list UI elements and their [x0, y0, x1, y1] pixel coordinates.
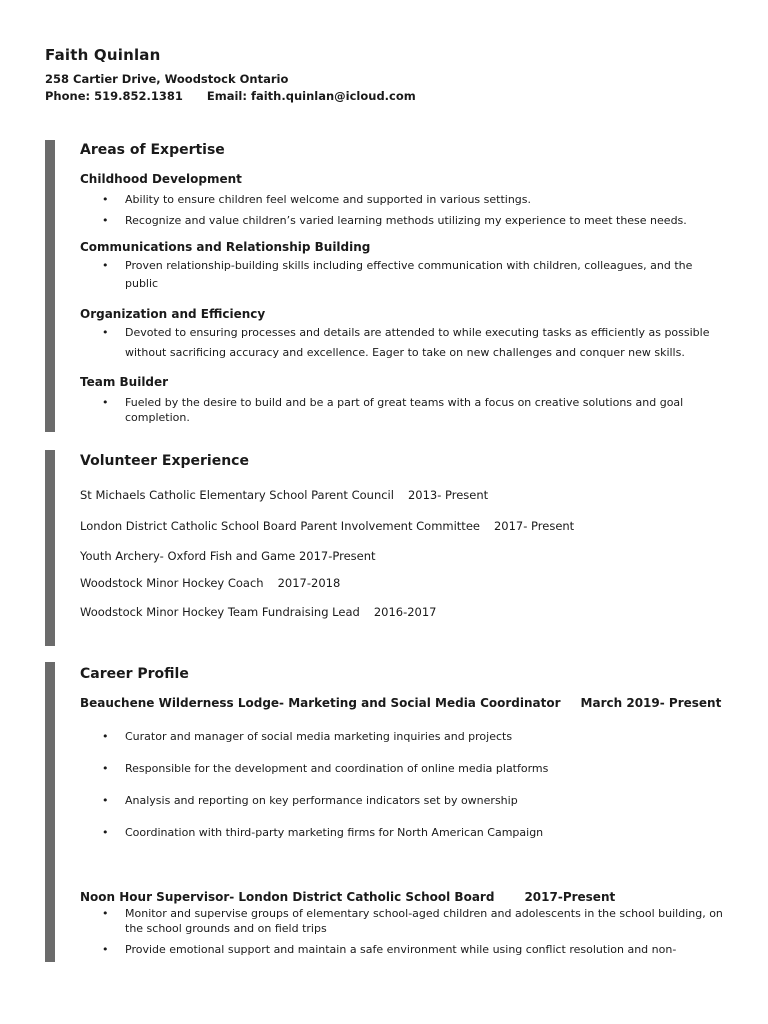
section-bar: [45, 140, 55, 432]
bullet-list: [80, 257, 720, 293]
section-bar: [45, 662, 55, 962]
section-title: Areas of Expertise: [80, 142, 225, 158]
list-item: • Provide emotional support and maintain a safe environment while using conflict resolution and non-: [80, 942, 730, 957]
career-section: [45, 662, 735, 962]
volunteer-years: 2017- Present: [493, 519, 575, 533]
job-heading: [80, 890, 615, 904]
list-item: • Curator and manager of social media marketing inquiries and projects: [80, 728, 730, 746]
volunteer-org: Woodstock Minor Hockey Team Fundraising Lead: [80, 605, 360, 619]
volunteer-org: Youth Archery- Oxford Fish and Game 2017-Present: [80, 549, 376, 563]
job-title: Beauchene Wilderness Lodge- Marketing and Social Media Coordinator: [80, 696, 561, 710]
volunteer-org: London District Catholic School Board Parent Involvement Committee: [80, 519, 480, 533]
volunteer-section: [45, 450, 735, 646]
subheading: Childhood Development: [80, 172, 242, 186]
bullet-list: [80, 191, 735, 230]
volunteer-item: [80, 605, 437, 619]
address: 258 Cartier Drive, Woodstock Ontario: [45, 72, 289, 86]
job-title: Noon Hour Supervisor- London District Catholic School Board: [80, 890, 495, 904]
volunteer-years: 2016-2017: [373, 605, 437, 619]
bullet-list: [80, 323, 730, 363]
section-title: Career Profile: [80, 666, 189, 682]
subheading: Team Builder: [80, 375, 169, 389]
volunteer-item: [80, 576, 340, 590]
section-bar: [45, 450, 55, 646]
phone: Phone: 519.852.1381: [45, 89, 183, 103]
resume-name: Faith Quinlan: [45, 46, 161, 64]
list-item: • Ability to ensure children feel welcome and supported in various settings.: [80, 191, 735, 209]
subheading: Communications and Relationship Building: [80, 240, 371, 254]
bullet-list: [80, 728, 730, 842]
bullet-list: [80, 906, 730, 957]
volunteer-item: [80, 519, 574, 533]
contact-line: [45, 89, 416, 103]
volunteer-org: Woodstock Minor Hockey Coach: [80, 576, 264, 590]
subheading: Organization and Efficiency: [80, 307, 266, 321]
volunteer-item: [80, 549, 376, 563]
job-heading: [80, 696, 721, 710]
list-item: • Coordination with third-party marketing firms for North American Campaign: [80, 824, 730, 842]
volunteer-org: St Michaels Catholic Elementary School Parent Council: [80, 488, 394, 502]
list-item: • Recognize and value children’s varied learning methods utilizing my experience to meet these needs.: [80, 212, 735, 230]
email: Email: faith.quinlan@icloud.com: [206, 89, 416, 103]
list-item: • Devoted to ensuring processes and details are attended to while executing tasks as efficiently as possible without sacrificing accuracy and excellence. Eager to take on new challenges and conquer new skills.: [80, 323, 730, 363]
volunteer-years: 2017-2018: [277, 576, 341, 590]
list-item: • Responsible for the development and coordination of online media platforms: [80, 760, 730, 778]
list-item: • Monitor and supervise groups of elementary school-aged children and adolescents in the school building, on the school grounds and on field trips: [80, 906, 730, 936]
volunteer-item: [80, 488, 488, 502]
list-item: • Proven relationship-building skills including effective communication with children, colleagues, and the public: [80, 257, 720, 293]
job-dates: March 2019- Present: [580, 696, 722, 710]
list-item: • Fueled by the desire to build and be a part of great teams with a focus on creative solutions and goal completion.: [80, 395, 720, 425]
volunteer-years: 2013- Present: [407, 488, 489, 502]
section-title: Volunteer Experience: [80, 453, 249, 469]
job-dates: 2017-Present: [524, 890, 616, 904]
list-item: • Analysis and reporting on key performance indicators set by ownership: [80, 792, 730, 810]
expertise-section: [45, 140, 735, 432]
bullet-list: [80, 395, 720, 425]
